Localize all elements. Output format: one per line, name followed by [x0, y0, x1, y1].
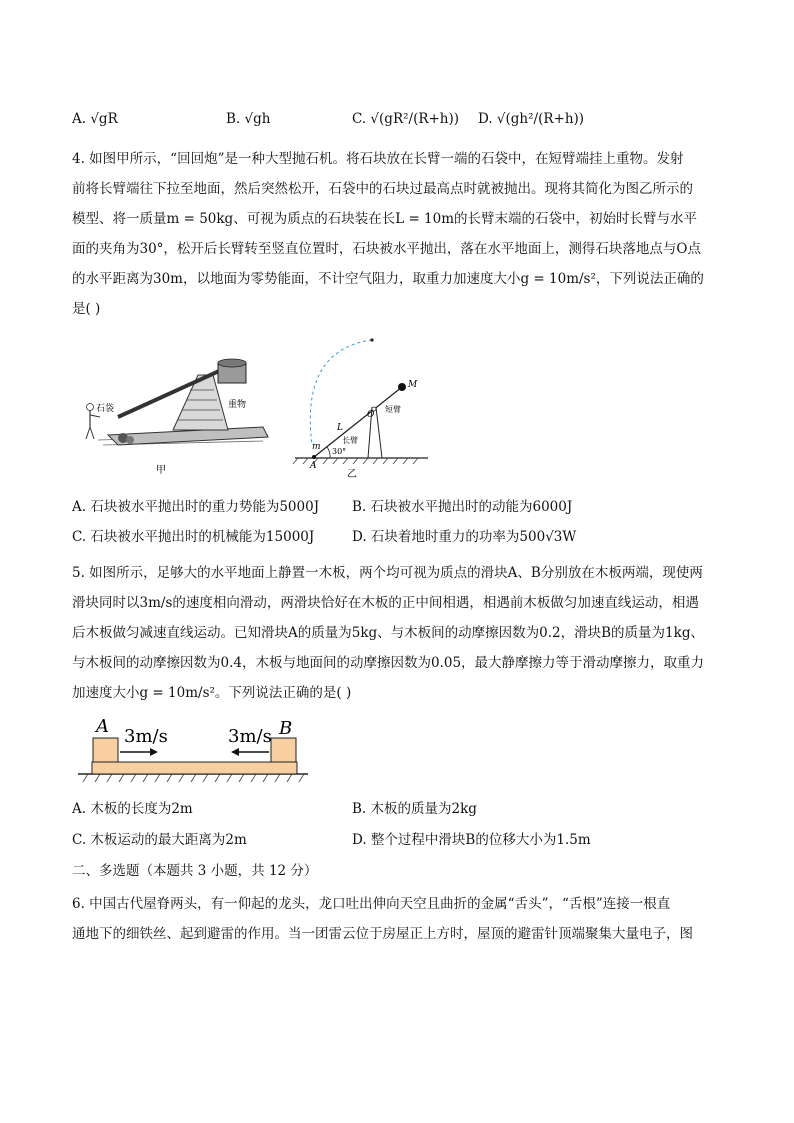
- q3-option-c: C. √(gR²/(R+h)): [352, 111, 460, 127]
- q3-option-a: A. √gR: [72, 111, 118, 127]
- q4-option-b: B. 石块被水平抛出时的动能为6000J: [352, 499, 573, 515]
- label-zhongwu: 重物: [228, 400, 247, 410]
- caption-yi: 乙: [347, 469, 357, 480]
- label-angle-30: 30°: [332, 447, 347, 456]
- q4-line-1: 4. 如图甲所示，“回回炮”是一种大型抛石机。将石块放在长臂一端的石袋中，在短臂端挂上重物。发射: [72, 151, 684, 167]
- label-shidai: 石袋: [96, 404, 115, 414]
- q3-option-b: B. √gh: [226, 111, 271, 127]
- label-O: O: [367, 410, 375, 420]
- q3-option-d: D. √(gh²/(R+h)): [478, 111, 585, 127]
- q4-line-5: 的水平距离为30m，以地面为零势能面，不计空气阻力，取重力加速度大小g = 10m/s²，下列说法正确的: [72, 271, 704, 287]
- q6-line-2: 通地下的细铁丝、起到避雷的作用。当一团雷云位于房屋正上方时，屋顶的避雷针顶端聚集大量电子，图: [72, 926, 693, 942]
- label-speed-left: 3m/s: [124, 726, 168, 747]
- figure-jia-trebuchet: [78, 345, 278, 480]
- q5-line-2: 滑块同时以3m/s的速度相向滑动，两滑块恰好在木板的正中间相遇，相遇前木板做匀加速直线运动，相遇: [72, 595, 699, 611]
- q4-option-d: D. 石块着地时重力的功率为500√3W: [352, 529, 577, 545]
- q4-option-c: C. 石块被水平抛出时的机械能为15000J: [72, 529, 315, 545]
- q5-line-4: 与木板间的动摩擦因数为0.4，木板与地面间的动摩擦因数为0.05，最大静摩擦力等于滑动摩擦力，取重力: [72, 655, 705, 671]
- label-M: M: [408, 380, 418, 390]
- q4-line-2: 前将长臂端往下拉至地面，然后突然松开，石袋中的石块过最高点时就被抛出。现将其简化为图乙所示的: [72, 181, 693, 197]
- q4-line-6: 是( ): [72, 301, 101, 317]
- q5-line-3: 后木板做匀减速直线运动。已知滑块A的质量为5kg、与木板间的动摩擦因数为0.2，滑块B的质量为1kg、: [72, 625, 704, 641]
- q5-option-b: B. 木板的质量为2kg: [352, 801, 477, 817]
- q5-line-5: 加速度大小g = 10m/s²。下列说法正确的是( ): [72, 685, 352, 701]
- figure-board-sliders: [78, 712, 313, 787]
- q5-option-a: A. 木板的长度为2m: [72, 801, 193, 817]
- label-duanbi: 短臂: [385, 405, 401, 414]
- q6-line-1: 6. 中国古代屋脊两头，有一仰起的龙头，龙口吐出伸向天空且曲折的金属“舌头”，“舌根”连接一根直: [72, 896, 671, 912]
- caption-jia: 甲: [156, 465, 166, 476]
- q5-option-c: C. 木板运动的最大距离为2m: [72, 832, 247, 848]
- q4-line-4: 面的夹角为30°，松开后长臂转至竖直位置时，石块被水平抛出，落在水平地面上，测得石块落地点与O点: [72, 241, 701, 257]
- label-changbi: 长臂: [342, 436, 358, 445]
- q4-option-a: A. 石块被水平抛出时的重力势能为5000J: [72, 499, 320, 515]
- q5-line-1: 5. 如图所示，足够大的水平地面上静置一木板，两个均可视为质点的滑块A、B分别放在木板两端，现使两: [72, 565, 703, 581]
- section-2-title: 二、多选题（本题共 3 小题，共 12 分）: [72, 863, 318, 879]
- label-slider-A: A: [96, 716, 109, 737]
- label-m: m: [312, 442, 321, 452]
- label-speed-right: 3m/s: [228, 726, 272, 747]
- q4-line-3: 模型、将一质量m = 50kg、可视为质点的石块装在长L = 10m的长臂末端的石袋中，初始时长臂与水平: [72, 211, 698, 227]
- label-A: A: [310, 461, 317, 471]
- figure-yi-model: [290, 335, 440, 480]
- label-slider-B: B: [279, 718, 293, 739]
- label-L: L: [337, 423, 343, 433]
- q5-option-d: D. 整个过程中滑块B的位移大小为1.5m: [352, 832, 591, 848]
